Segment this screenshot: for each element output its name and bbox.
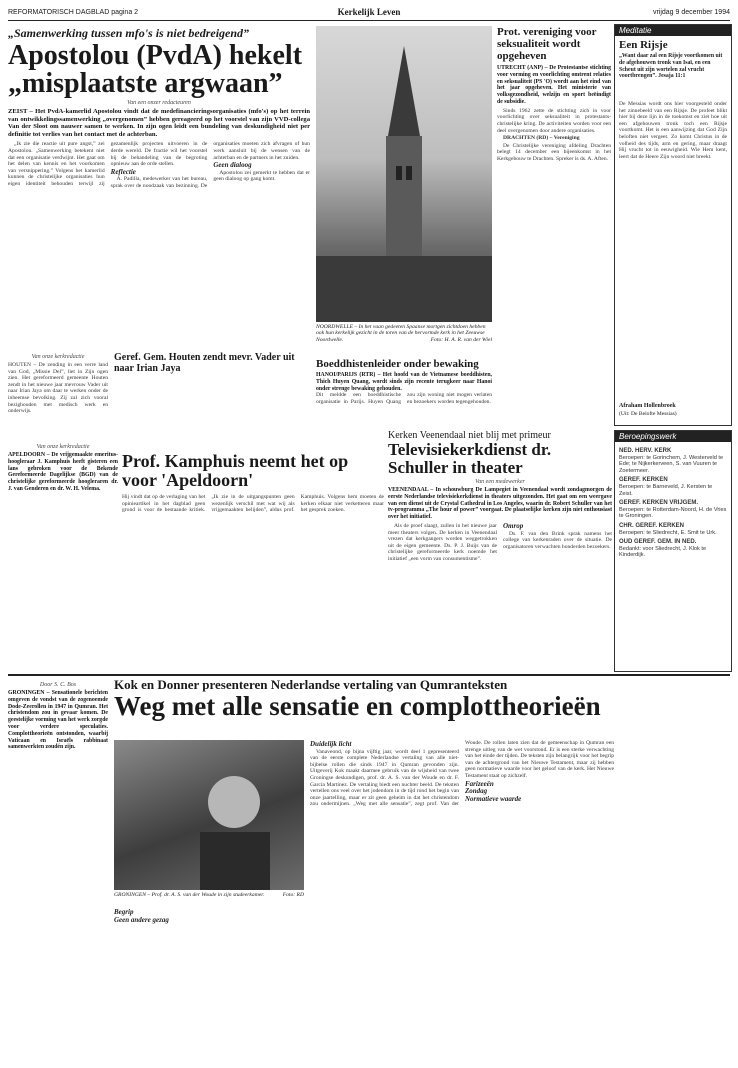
- qumran-body: [310, 740, 614, 1060]
- meditatie-author: Afraham Hollenbroek: [619, 403, 676, 409]
- kerken-omrop-text: Ds. F. van den Brink sprak namens het college van kerkenraden over de situatie. De organisatoren verwachten honderden bezoekers.: [503, 530, 612, 550]
- gref-byline: Van onze kerkredactie: [31, 354, 85, 360]
- qumran-kicker: Kok en Donner presenteren Nederlandse vertaling van Qumranteksten: [114, 678, 508, 692]
- kerken-article: [388, 430, 612, 670]
- kamphuis-intro: APELDOORN – De vrijgemaakte emeritus-hoogleraar J. Kamphuis heeft gisteren een lans gebroken voor de Bekende Gereformeerde Dagelijkse (BGD) van de christelijke gereformeerde hoogleraren dr. J. van Genderen en dr. W. H. Velema.: [8, 452, 118, 492]
- prot-title: Prot. vereniging voor seksualiteit wordt opgeheven: [497, 26, 597, 62]
- beroepingswerk-list: [619, 445, 727, 559]
- qumran-byline: Door S. C. Bos: [39, 682, 77, 688]
- qumran-caption-text: GRONINGEN – Prof. dr. A. S. van der Woude in zijn studeerkamer.: [114, 892, 265, 898]
- kamphuis-title: Prof. Kamphuis neemt het op voor 'Apeldoorn': [122, 451, 349, 490]
- lead-reflectie-text: A. Padilla, medewerker van het bureau, sprak over de noodzaak van bezinning. De organisaties moeten zich afvragen of hun werk aansluit bij de wensen van de achterban en de partners in het zuiden.: [110, 141, 310, 189]
- meditatie-verse: „Want daar zal een Rijsje voortkomen uit de afgehouwen tronk van Isaï, en een Scheut uit zijn wortelen zal vrucht voortbrengen”. Jesaja 11:1: [619, 53, 723, 80]
- qumran-h1: Duidelijk licht: [310, 740, 352, 748]
- qumran-h2: Farizeeën: [465, 779, 494, 788]
- kerken-body-text: Als de proef slaagt, zullen in het nieuwe jaar meer theaters volgen. De kerken in Veenendaal vrezen dat kerkgangers worden weggetrokken uit de eigen gemeente. Ds. P. J. Buijs van de christelijke gereformeerde kerk noemde het initiatief „een vorm van consumentisme”.: [388, 522, 497, 562]
- boeddh-body: Dit meldde een boeddhistische organisatie in Parijs. Huyen Quang zou zijn woning niet mogen verlaten en bezoekers worden tegengehouden.: [316, 392, 492, 405]
- kerken-title: Televisiekerkdienst dr. Schuller in theater: [388, 440, 552, 477]
- header-left: REFORMATORISCH DAGBLAD pagina 2: [8, 9, 139, 16]
- meditatie-title: Een Rijsje: [619, 39, 668, 51]
- header-date: vrijdag 9 december 1994: [652, 9, 730, 16]
- beroep-heading-4: CHR. GEREF. KERKEN: [619, 522, 685, 529]
- kamphuis-body: Hij vindt dat op de verlaging van het opinieartikel in het dagblad geen grond is voor de bestaande kritiek. „Ik zie in de uitgangspunten geen wezenlijk verschil met wat wij als vrijgemaakten belijden”, aldus prof. Kamphuis. Volgens hem moeten de kerken elkaar niet verketteren maar het gesprek zoeken.: [122, 494, 384, 514]
- lead-article: [8, 26, 310, 346]
- qumran-body-text: Vanaveond, op bijna vijftig jaar, wordt deel 1 gepresenteerd van de eerste complete Nederlandse vertaling van alle niet-bijbelse rollen die sinds 1947 in Qumran gevonden zijn. Uitgeverij Kok maakt daarmee gebruik van de wijsheid van twee Groningse deskundigen, prof. dr. A. S. van der Woude en dr. F. García Martínez. De vertaling biedt een nuchter beeld. De teksten vertellen ons veel over het jodendom in de tijd rond het begin van onze jaartelling, maar er zit geen geheim in dat het christendom zou ondermijnen. „Weg met alle sensatie”, zegt prof. Van der Woude. De rollen laten zien dat de gemeenschap in Qumran een strenge uitleg van de wet voorstond. Er is een sterke verwachting van het einde der tijden. De teksten zijn belangrijk voor het begrip van de achtergrond van het Nieuwe Testament, maar zij hebben geen normatieve waarde voor het geloof van de kerk. Het Nieuwe Testament staat op zichzelf.: [310, 740, 614, 808]
- church-credit: Foto: H. A. R. van der Wiel: [430, 336, 492, 343]
- meditatie-box: [614, 24, 732, 426]
- beroep-text-2: Beroepen: te Barneveld, J. Kersten te Zeist.: [619, 483, 713, 497]
- kerken-intro: VEENENDAAL – In schouwburg De Lampegiet in Veenendaal wordt zondagmorgen de eerste Nederlandse televisiekerkdienst in theaters uitgezonden. Het gaat om een weergave van een dienst uit de Crystal Cathedral in Los Angeles, waarin dr. Robert Schuller van het tv-programma „The hour of power” voorgaat. De plaatselijke kerken zijn niet enthousiast over het initiatief.: [388, 487, 612, 521]
- prot-body-text: Sinds 1962 zette de stichting zich in voor voorlichting over seksualiteit in protestants-christelijke kring. De activiteiten worden voor een deel overgenomen door andere organisaties.: [497, 107, 611, 134]
- kerken-kicker: Kerken Veenendaal niet blij met primeur: [388, 430, 551, 441]
- prot-article: [497, 26, 611, 426]
- qumran-photo-credit: Foto: RD: [282, 892, 304, 898]
- lead-title: Apostolou (PvdA) hekelt „misplaatste argwaan”: [8, 40, 303, 99]
- prot-intro: UTRECHT (ANP) – De Protestantse stichting voor vorming en voorlichting omtrent relaties en seksualiteit (PS 'O) wordt aan het eind van het jaar opgeheven. Het ministerie van volksgezondheid, welzijn en sport beëindigt de subsidie.: [497, 65, 611, 105]
- beroep-heading-2: GEREF. KERKEN: [619, 477, 668, 484]
- kamphuis-byline: Van onze kerkredactie: [36, 444, 90, 450]
- header-section: Kerkelijk Leven: [337, 7, 401, 17]
- page-header: [8, 6, 730, 21]
- qumran-intro-col: [8, 680, 108, 1060]
- qumran-photo-caption: [114, 892, 304, 904]
- lead-geen-heading: Geen dialoog: [213, 161, 252, 170]
- qumran-intro: GRONINGEN – Sensationele berichten omgeven de vondst van de zogenoemde Dode-Zeerollen in 1947 in Qumran. Het christendom zou in gevaar komen. De geestelijke vorming van het werk zorgde voor verdere speculaties. Complottheorieën ontstonden, waarbij Vaticaan en Israëls rabbinaat samenwerkten zoudén zijn.: [8, 690, 108, 751]
- lead-byline: Van een onzer redacteuren: [127, 100, 191, 106]
- portrait-icon: [114, 740, 304, 890]
- gref-article: [114, 352, 310, 440]
- boeddh-intro: HANOI/PARIJS (RTR) – Het hoofd van de Vietnamese boeddhisten, Thich Huyen Quang, wordt sinds zijn recente terugkeer naar Hanoi onder strenge bewaking gehouden.: [316, 372, 492, 392]
- church-caption: [316, 324, 492, 354]
- qumran-body-lower: [114, 908, 304, 1060]
- boeddh-title: Boeddhistenleider onder bewaking: [316, 358, 479, 370]
- lead-reflectie-heading: Reflectie: [110, 167, 136, 176]
- qumran-h4: Normatieve waarde: [465, 794, 522, 803]
- qumran-h6: Geen andere gezag: [114, 915, 169, 924]
- prot-body: [497, 108, 611, 163]
- meditatie-body: De Messias wordt ons hier voorgesteld onder het zinnebeeld van een Rijsje. De profeet blikt hier bij deze lijn in de toekomst en ziet hoe uit een afgehouwen tronk toch een Rijsje voortkomt. Het is een aanwijzing dat God Zijn beloften niet vergeet. Zo komt Christus in de volheid des tijds, arm en gering, maar draagt Hij vrucht tot in eeuwigheid. Wie Hem kent, leert dat de Heere Zijn woord niet breekt.: [619, 101, 727, 160]
- kerken-omrop-heading: Omrop: [503, 521, 524, 530]
- lead-kicker: „Samenwerking tussen mfo's is niet bedreigend”: [8, 26, 250, 40]
- beroep-heading-5: OUD GEREF. GEM. IN NED.: [619, 539, 697, 546]
- beroep-heading-3: GEREF. KERKEN VRIJGEM.: [619, 500, 699, 507]
- qumran-heading: [114, 678, 614, 738]
- kamphuis-article: [8, 442, 386, 632]
- lead-geen-text: Apostolou zei gemerkt te hebben dat er geen dialoog op gang komt.: [213, 169, 310, 183]
- beroep-text-3: Beroepen: te Rotterdam-Noord, H. de Vries te Groningen.: [619, 506, 727, 520]
- beroep-text-1: Beroepen: te Gorinchem, J. Westerveld te Ede; te Nijkerkerveen, S. van Vuuren te Zoetermeer.: [619, 454, 724, 474]
- qumran-title: Weg met alle sensatie en complottheorieën: [114, 691, 601, 721]
- church-photo: [316, 26, 492, 322]
- lead-body-text: „Ik zie die reactie uit pure angst,” zei Apostolou. „Samenwerking betekent niet dat een organisatie verdwijnt. Het gaat om het delen van kennis en het voorkomen van versnippering.” Volgens het kamerlid kunnen de christelijke organisaties hun eigen identiteit behouden terwijl zij gezamenlijk projecten uitvoeren in de derde wereld. De fractie wil het voorstel bij de behandeling van de begroting opnieuw aan de orde stellen.: [8, 141, 208, 187]
- beroepingswerk-label: Beroepingswerk: [615, 431, 731, 442]
- prot-sec-heading: DRACHTEN (RD) – Vereniging: [503, 135, 580, 142]
- beroep-heading-1: NED. HERV. KERK: [619, 448, 672, 454]
- church-tower-icon: [316, 26, 492, 322]
- qumran-h3: Zondag: [465, 787, 488, 796]
- church-caption-text: NOORDWELLE – In het vaan gedeeten Spaanse mortgen zichtdoen hebben ook hun kerkelijk gezicht in de toren van de hervormde kerk in het Zeeuwse Noordwelle.: [316, 324, 486, 343]
- beroep-text-5: Bedankt: voor Sliedrecht, J. Klok te Kinderdijk.: [619, 545, 707, 559]
- section-rule: [8, 674, 730, 676]
- gref-body: HOUTEN – De zending in een verre land van God, „Missie Del”, liet in Zijn ogen zien. Het gereformeerd gemeente Houten zendt in het nieuwe jaar mevrouw Vader uit naar Irian Jaya om daar te werken onder de inheemse bevolking. Zij zal zich vooral bezighouden met medisch werk en onderwijs.: [8, 362, 108, 415]
- gref-title: Geref. Gem. Houten zendt mevr. Vader uit naar Irian Jaya: [114, 352, 295, 374]
- prot-sec-text: De Christelijke vereniging afdeling Drachten belegt 14 december een bijeenkomst in het Kerkgebouw te Drachten. Spreker is ds. A. Aften.: [497, 142, 611, 162]
- beroep-text-4: Beroepen: te Sliedrecht, E. Smit te Urk.: [619, 529, 717, 536]
- meditatie-label: Meditatie: [615, 25, 731, 36]
- lead-intro: ZEIST – Het PvdA-kamerlid Apostolou vindt dat de medefinancieringsorganisaties (mfo's) op het terrein van ontwikkelingssamenwerking „overgenomen” hebben gereageerd op het voorstel van zijn VVD-collega Van der Sloot om nauwer samen te werken. In zijn ogen leidt een bundeling van deskundigheid niet per definitie tot verlies van het contact met de achterban.: [8, 108, 310, 138]
- qumran-h5: Begrip: [114, 908, 134, 916]
- qumran-photo: [114, 740, 304, 890]
- gref-left-article: [8, 352, 108, 440]
- meditatie-author-note: (Uit: De Belofte Messias): [619, 411, 677, 417]
- kerken-byline: Van een medewerker: [475, 479, 525, 485]
- lead-body: [8, 141, 310, 291]
- kerken-body: [388, 523, 612, 563]
- beroepingswerk-box: [614, 430, 732, 672]
